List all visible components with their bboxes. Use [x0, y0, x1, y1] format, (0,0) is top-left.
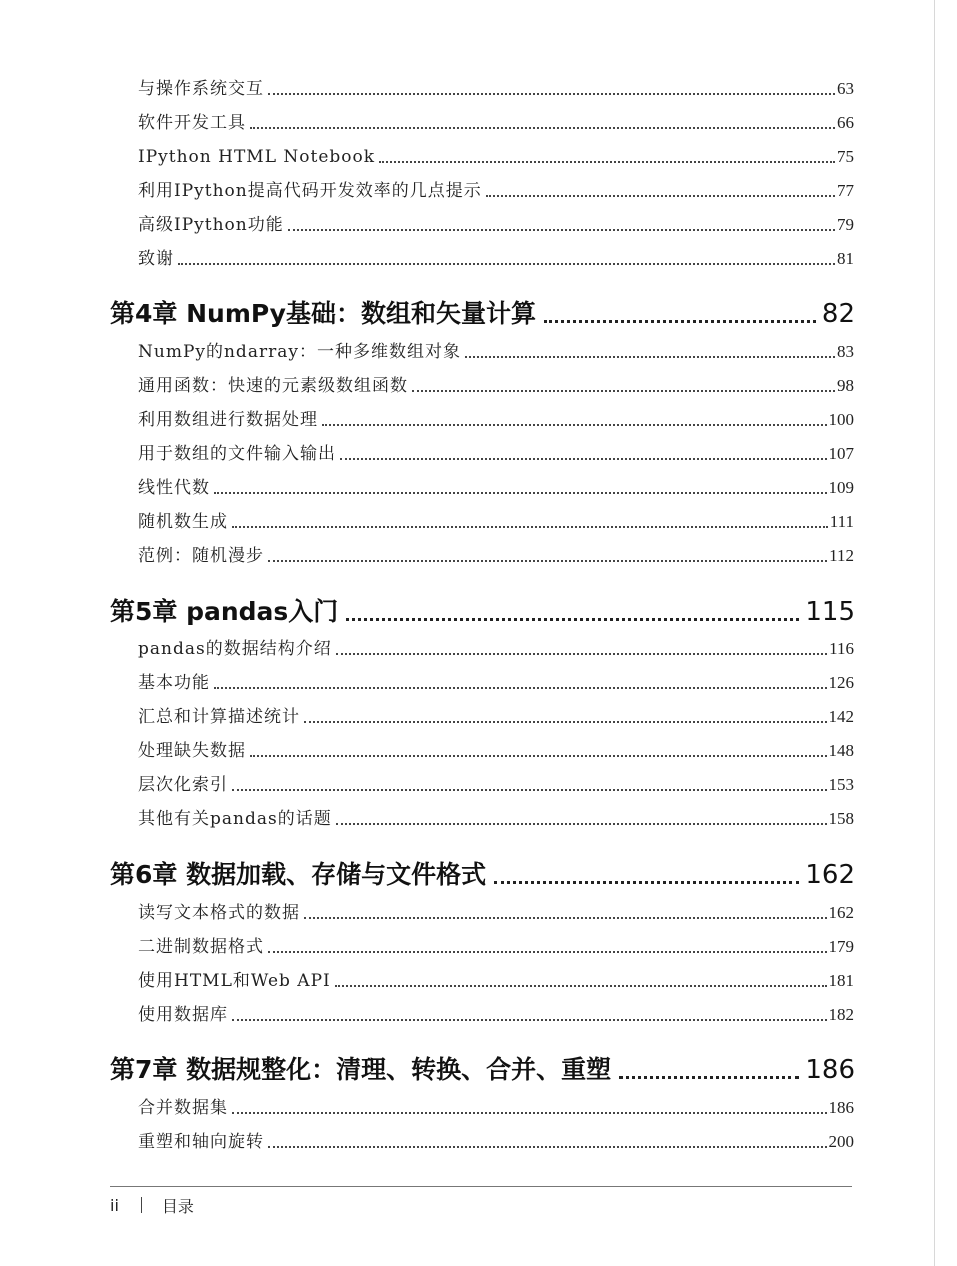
leader-dots — [335, 985, 827, 987]
chapter-page: 186 — [805, 1055, 855, 1085]
footer-page-number: ii — [110, 1195, 119, 1215]
toc-entry-title: pandas的数据结构介绍 — [138, 639, 332, 659]
chapter-page: 82 — [821, 299, 855, 329]
toc-entry[interactable] — [138, 176, 854, 202]
leader-dots — [346, 618, 799, 621]
leader-dots — [232, 1019, 827, 1021]
toc-entry-page: 75 — [837, 147, 854, 166]
toc-entry[interactable] — [138, 74, 854, 100]
toc-entry[interactable] — [138, 405, 854, 431]
leader-dots — [336, 653, 827, 655]
toc-entry-page: 116 — [829, 639, 854, 658]
leader-dots — [268, 951, 827, 953]
toc-entry-page: 66 — [837, 113, 854, 132]
leader-dots — [304, 721, 827, 723]
leader-dots — [486, 195, 835, 197]
toc-entry-page: 79 — [837, 215, 854, 234]
toc-entry[interactable] — [138, 108, 854, 134]
toc-entry-page: 142 — [828, 707, 854, 726]
toc-entry-title: 与操作系统交互 — [138, 79, 264, 99]
toc-entry-title: 软件开发工具 — [138, 113, 246, 133]
toc-entry-page: 63 — [837, 79, 854, 98]
toc-entry-page: 158 — [828, 809, 854, 828]
page-edge-line — [934, 0, 935, 1266]
toc-entry-page: 111 — [829, 512, 854, 531]
footer-separator — [141, 1197, 142, 1213]
page-footer — [110, 1193, 194, 1217]
toc-entry[interactable] — [138, 371, 854, 397]
toc-entry[interactable] — [138, 634, 854, 660]
toc-entry-page: 182 — [828, 1005, 854, 1024]
chapter-title: 第4章 NumPy基础：数组和矢量计算 — [110, 299, 536, 328]
toc-entry-title: 范例：随机漫步 — [138, 546, 264, 566]
toc-entry[interactable] — [138, 804, 854, 830]
chapter-heading[interactable] — [110, 856, 855, 890]
toc-entry[interactable] — [138, 770, 854, 796]
chapter-heading[interactable] — [110, 593, 855, 627]
toc-entry[interactable] — [138, 337, 854, 363]
leader-dots — [232, 526, 828, 528]
leader-dots — [232, 789, 827, 791]
toc-entry-title: NumPy的ndarray：一种多维数组对象 — [138, 342, 461, 362]
toc-entry-title: 使用数据库 — [138, 1005, 228, 1025]
chapter-page: 115 — [805, 597, 855, 627]
toc-entry[interactable] — [138, 932, 854, 958]
leader-dots — [412, 390, 835, 392]
toc-entry[interactable] — [138, 507, 854, 533]
toc-entry-page: 81 — [837, 249, 854, 268]
toc-entry-title: IPython HTML Notebook — [138, 147, 376, 167]
chapter-title: 第6章 数据加载、存储与文件格式 — [110, 860, 487, 889]
toc-entry[interactable] — [138, 473, 854, 499]
toc-entry-page: 186 — [828, 1098, 854, 1117]
leader-dots — [379, 161, 835, 163]
toc-entry[interactable] — [138, 668, 854, 694]
toc-entry[interactable] — [138, 898, 854, 924]
toc-entry-page: 162 — [828, 903, 854, 922]
chapter-title: 第7章 数据规整化：清理、转换、合并、重塑 — [110, 1055, 612, 1084]
toc-entry-page: 109 — [828, 478, 854, 497]
leader-dots — [494, 881, 799, 884]
footer-section-title: 目录 — [161, 1196, 194, 1216]
toc-entry[interactable] — [138, 142, 854, 168]
leader-dots — [465, 356, 835, 358]
toc-entry-title: 处理缺失数据 — [138, 741, 246, 761]
toc-entry-title: 合并数据集 — [138, 1098, 228, 1118]
toc-entry-page: 126 — [828, 673, 854, 692]
toc-entry-title: 使用HTML和Web API — [138, 971, 331, 991]
toc-entry-page: 77 — [837, 181, 854, 200]
leader-dots — [340, 458, 827, 460]
leader-dots — [619, 1076, 799, 1079]
toc-entry[interactable] — [138, 541, 854, 567]
toc-entry-title: 层次化索引 — [138, 775, 228, 795]
leader-dots — [336, 823, 827, 825]
toc-entry-title: 二进制数据格式 — [138, 937, 264, 957]
toc-entry[interactable] — [138, 1000, 854, 1026]
toc-entry-page: 83 — [837, 342, 854, 361]
leader-dots — [214, 492, 827, 494]
toc-entry-page: 153 — [828, 775, 854, 794]
toc-entry-page: 181 — [828, 971, 854, 990]
toc-entry-title: 通用函数：快速的元素级数组函数 — [138, 376, 408, 396]
chapter-heading[interactable] — [110, 295, 855, 329]
leader-dots — [544, 320, 816, 323]
toc-entry[interactable] — [138, 439, 854, 465]
toc-entry[interactable] — [138, 736, 854, 762]
toc-entry-title: 利用数组进行数据处理 — [138, 410, 318, 430]
leader-dots — [268, 560, 827, 562]
toc-entry-page: 107 — [828, 444, 854, 463]
toc-entry-title: 其他有关pandas的话题 — [138, 809, 332, 829]
toc-entry-page: 200 — [828, 1132, 854, 1151]
toc-entry-page: 100 — [828, 410, 854, 429]
toc-entry-page: 179 — [828, 937, 854, 956]
leader-dots — [288, 229, 835, 231]
leader-dots — [250, 755, 827, 757]
toc-entry-title: 利用IPython提高代码开发效率的几点提示 — [138, 181, 482, 201]
leader-dots — [214, 687, 827, 689]
toc-entry-title: 致谢 — [138, 249, 174, 269]
toc-entry-title: 线性代数 — [138, 478, 210, 498]
toc-entry[interactable] — [138, 1093, 854, 1119]
toc-entry-title: 用于数组的文件输入输出 — [138, 444, 336, 464]
toc-entry[interactable] — [138, 244, 854, 270]
chapter-page: 162 — [805, 860, 855, 890]
toc-entry-title: 汇总和计算描述统计 — [138, 707, 300, 727]
leader-dots — [268, 93, 835, 95]
toc-entry-page: 112 — [829, 546, 854, 565]
toc-entry-title: 高级IPython功能 — [138, 215, 284, 235]
toc-entry-title: 重塑和轴向旋转 — [138, 1132, 264, 1152]
leader-dots — [250, 127, 835, 129]
toc-entry[interactable] — [138, 966, 854, 992]
toc-entry[interactable] — [138, 210, 854, 236]
footer-rule — [110, 1186, 852, 1187]
toc-entry[interactable] — [138, 702, 854, 728]
toc-entry-page: 98 — [837, 376, 854, 395]
chapter-heading[interactable] — [110, 1051, 855, 1085]
chapter-title: 第5章 pandas入门 — [110, 597, 339, 626]
leader-dots — [322, 424, 827, 426]
toc-entry-title: 随机数生成 — [138, 512, 228, 532]
toc-entry-title: 读写文本格式的数据 — [138, 903, 300, 923]
leader-dots — [268, 1146, 827, 1148]
toc-entry-title: 基本功能 — [138, 673, 210, 693]
toc-entry[interactable] — [138, 1127, 854, 1153]
leader-dots — [304, 917, 827, 919]
leader-dots — [178, 263, 835, 265]
toc-entry-page: 148 — [828, 741, 854, 760]
leader-dots — [232, 1112, 827, 1114]
